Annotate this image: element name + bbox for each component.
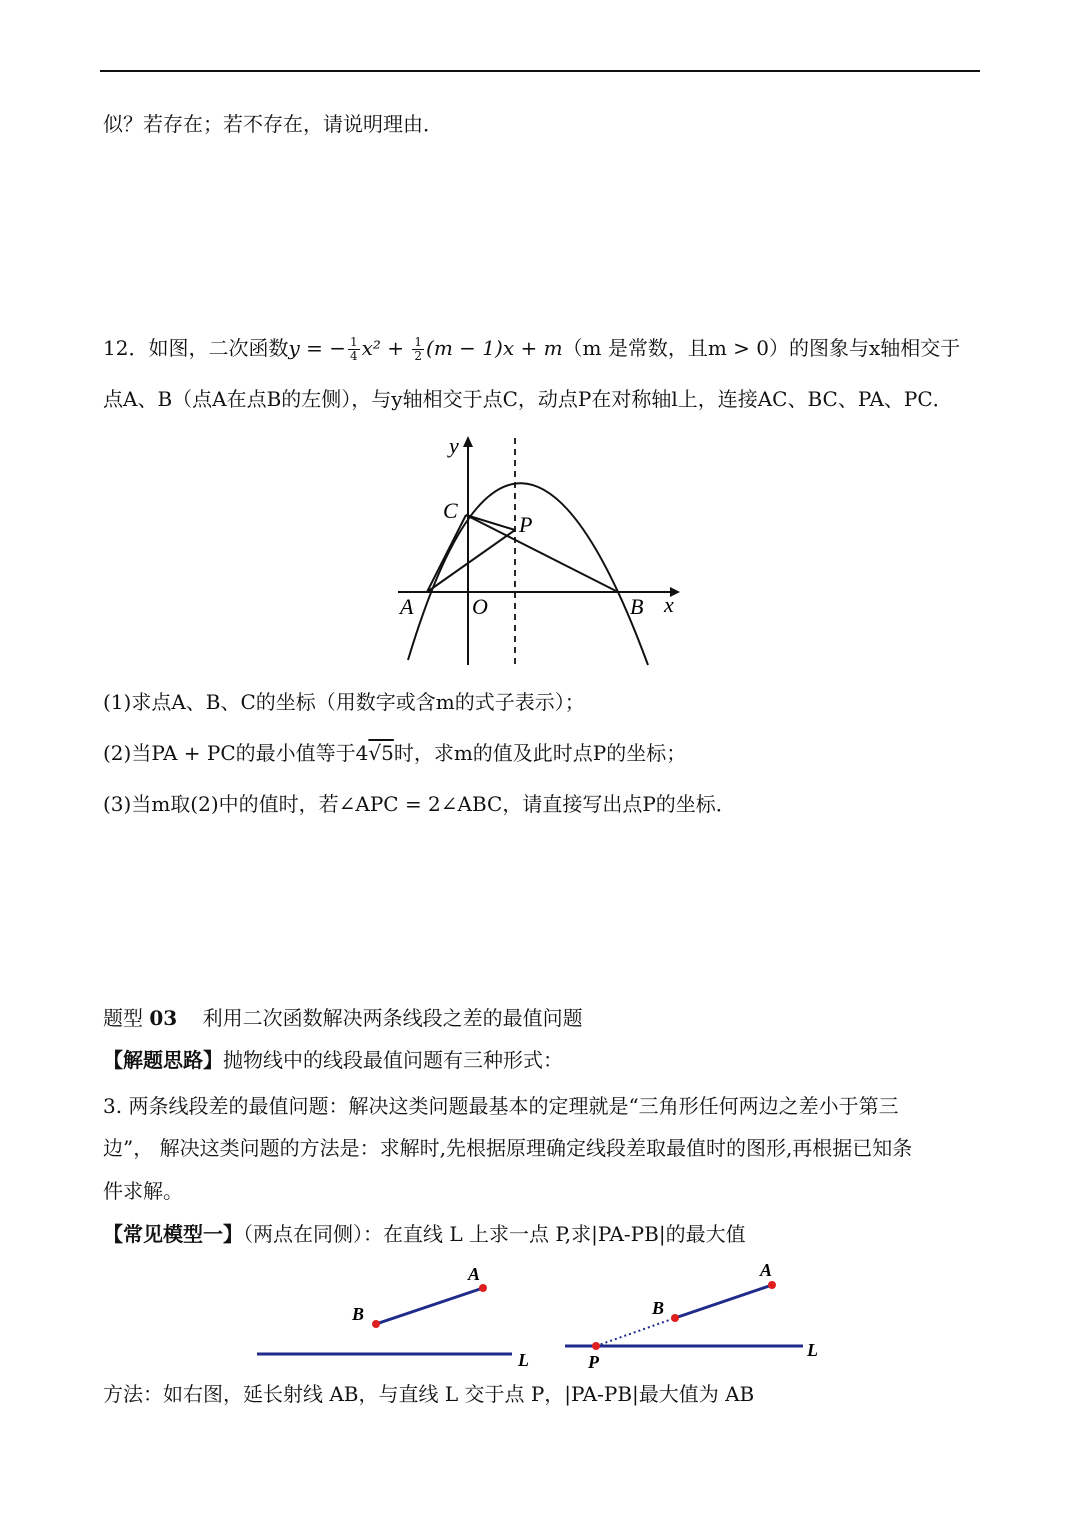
problem-12-line-2: 点A、B（点A在点B的左侧），与y轴相交于点C，动点P在对称轴l上，连接AC、BC、PA、PC．	[103, 387, 953, 411]
point-A-left	[479, 1284, 487, 1292]
label-x: x	[664, 592, 674, 617]
equation-lhs: y = −	[288, 336, 346, 360]
paragraph-3-line-3: 件求解。	[103, 1179, 183, 1203]
label-P: P	[519, 512, 533, 537]
point-P-right	[592, 1342, 600, 1350]
fraction-one-quarter: $\frac{1}{4}$	[349, 335, 358, 363]
label-A-left: A	[468, 1264, 481, 1284]
label-A-right: A	[760, 1260, 773, 1280]
label-L-right: L	[807, 1340, 818, 1360]
point-B-left	[372, 1320, 380, 1328]
paragraph-3-line-1: 3. 两条线段差的最值问题：解决这类问题最基本的定理就是“三角形任何两边之差小于第三	[103, 1094, 899, 1118]
label-y: y	[449, 433, 459, 458]
problem-12-condition: （m 是常数，且m > 0）的图象与x轴相交于	[562, 336, 961, 360]
segment-PA	[427, 530, 515, 592]
point-A-right	[768, 1281, 776, 1289]
label-O: O	[472, 594, 488, 619]
question-3: (3)当m取(2)中的值时，若∠APC = 2∠ABC，请直接写出点P的坐标．	[103, 792, 736, 816]
paragraph-3-line-2: 边”， 解决这类问题的方法是：求解时,先根据原理确定线段差取最值时的图形,再根据已知条	[103, 1136, 913, 1160]
label-B-right: B	[652, 1298, 665, 1318]
segment-AB-left	[376, 1288, 483, 1324]
label-A: A	[400, 594, 414, 619]
label-P-right: P	[588, 1352, 599, 1372]
equation-mid: x² +	[361, 336, 411, 360]
sqrt-five: √5	[368, 741, 394, 765]
problem-12-prefix: 12．如图，二次函数	[103, 336, 289, 360]
previous-problem-tail: 似？若存在；若不存在，请说明理由．	[103, 112, 443, 136]
model-one: 【常见模型一】（两点在同侧）：在直线 L 上求一点 P,求|PA-PB|的最大值	[103, 1222, 746, 1246]
method-text: 方法：如右图，延长射线 AB，与直线 L 交于点 P，|PA-PB|最大值为 AB	[103, 1382, 755, 1406]
point-B-right	[671, 1314, 679, 1322]
segment-AC	[427, 515, 466, 592]
label-B: B	[630, 594, 644, 619]
label-C: C	[443, 498, 458, 523]
label-L-left: L	[518, 1350, 529, 1370]
question-1: (1)求点A、B、C的坐标（用数字或含m的式子表示）；	[103, 690, 585, 714]
segment-AB-right	[675, 1285, 772, 1318]
ray-extension	[596, 1318, 675, 1346]
label-B-left: B	[352, 1304, 365, 1324]
problem-12-line-1	[103, 334, 960, 363]
solution-idea: 【解题思路】抛物线中的线段最值问题有三种形式：	[103, 1048, 563, 1072]
model-figure	[250, 1258, 830, 1373]
section-heading: 题型 03 利用二次函数解决两条线段之差的最值问题	[103, 1006, 583, 1030]
equation-rhs: (m − 1)x + m	[426, 336, 563, 360]
parabola-figure	[390, 430, 690, 670]
question-2: (2)当PA + PC的最小值等于4√5时，求m的值及此时点P的坐标；	[103, 741, 687, 765]
fraction-one-half: $\frac{1}{2}$	[414, 335, 423, 363]
segment-BC	[466, 515, 618, 592]
y-axis-arrow	[463, 436, 473, 447]
header-rule	[100, 70, 980, 72]
